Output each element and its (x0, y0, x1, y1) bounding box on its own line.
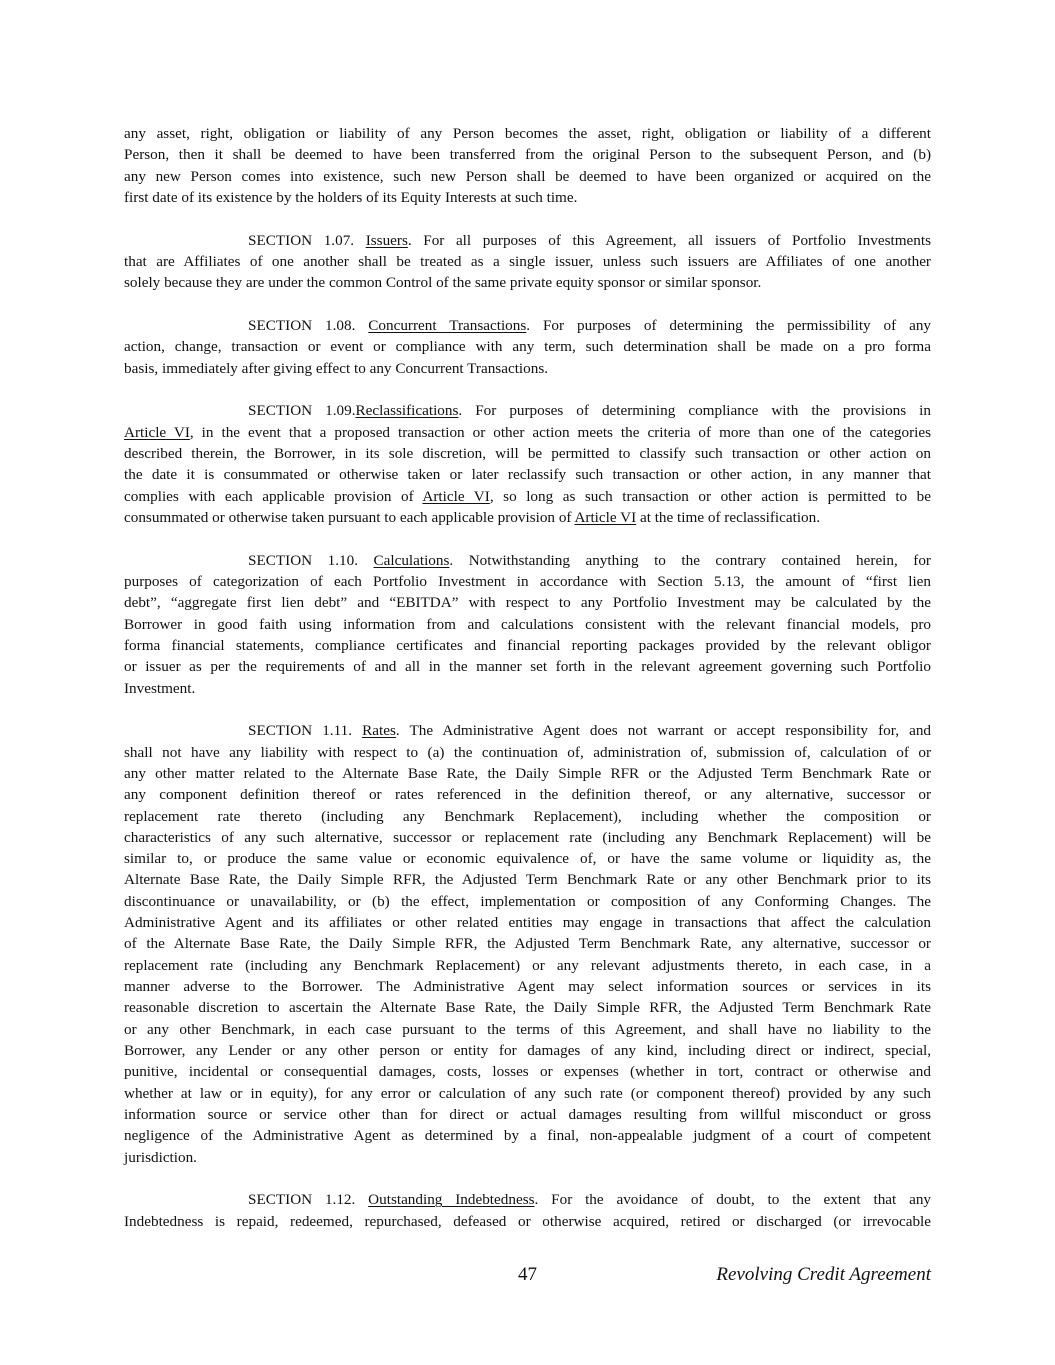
underlined-term: Reclassifications (355, 402, 459, 420)
text-line (124, 400, 931, 421)
text-segment: SECTION 1.10. (248, 551, 374, 569)
text-line: debt”, “aggregate first lien debt” and “EBITDA” with respect to any Portfolio Investment may be calculated by the (124, 594, 931, 612)
text-segment: . For purposes of determining the permissibility of any (526, 316, 932, 334)
text-segment: complies with each applicable provision of (124, 487, 423, 505)
text-line: whether at law or in equity), for any error or calculation of any such rate (or component thereof) provided by any such (124, 1084, 931, 1102)
page-number: 47 (518, 1264, 537, 1285)
text-segment: SECTION 1.09. (248, 402, 356, 420)
text-segment: SECTION 1.12. (248, 1191, 369, 1209)
text-line: that are Affiliates of one another shall be treated as a single issuer, unless such issuers are Affiliates of one another (124, 252, 931, 270)
text-line: or any other Benchmark, in each case pursuant to the terms of this Agreement, and shall have no liability to the (124, 1020, 931, 1038)
text-line (124, 230, 931, 251)
text-segment: consummated or otherwise taken pursuant to each applicable provision of (124, 508, 575, 526)
underlined-term: Article VI (422, 487, 490, 505)
text-line (124, 550, 931, 571)
text-line: characteristics of any such alternative, successor or replacement rate (including any Benchmark Replacement) will be (124, 828, 931, 846)
text-line: jurisdiction. (124, 1148, 197, 1166)
underlined-term: Outstanding Indebtedness (368, 1191, 535, 1209)
text-segment: . The Administrative Agent does not warrant or accept responsibility for, and (395, 722, 932, 740)
text-line (124, 720, 931, 741)
underlined-term: Rates (362, 722, 396, 740)
text-line: Borrower in good faith using information from and calculations consistent with the relevant financial models, pro (124, 615, 931, 633)
text-line: any asset, right, obligation or liability of any Person becomes the asset, right, obligation or liability of a different (124, 125, 931, 142)
paragraph (124, 1189, 931, 1232)
text-line: any component definition thereof or rates referenced in the definition thereof, or any alternative, successor or (124, 786, 931, 804)
text-line: shall not have any liability with respect to (a) the continuation of, administration of, submission of, calculation of or (124, 743, 931, 761)
text-line: of the Alternate Base Rate, the Daily Simple RFR, the Adjusted Term Benchmark Rate, any alternative, successor or (124, 935, 931, 953)
text-line: Investment. (124, 679, 196, 697)
text-segment: . For purposes of determining compliance with the provisions in (458, 402, 931, 420)
text-line: solely because they are under the common Control of the same private equity sponsor or similar sponsor. (124, 274, 762, 292)
text-line: Indebtedness is repaid, redeemed, repurchased, defeased or otherwise acquired, retired or discharged (or irrevocable (124, 1212, 931, 1230)
text-line: first date of its existence by the holders of its Equity Interests at such time. (124, 188, 578, 206)
underlined-term: Article VI (574, 508, 637, 526)
text-line (124, 486, 931, 507)
paragraph (124, 315, 931, 379)
text-line: manner adverse to the Borrower. The Administrative Agent may select information sources or services in its (124, 978, 931, 996)
paragraph (124, 123, 931, 208)
text-line (124, 422, 931, 443)
text-line: described therein, the Borrower, in its sole discretion, will be permitted to classify such transaction or other action on (124, 444, 931, 462)
document-body (124, 123, 931, 1253)
text-line: negligence of the Administrative Agent as determined by a final, non-appealable judgment of a court of competent (124, 1127, 931, 1145)
text-line (124, 507, 931, 528)
text-line: Borrower, any Lender or any other person or entity for damages of any kind, including direct or indirect, special, (124, 1042, 931, 1060)
text-line: action, change, transaction or event or compliance with any term, such determination shall be made on a pro forma (124, 338, 931, 356)
paragraph (124, 230, 931, 294)
text-line: any new Person comes into existence, such new Person shall be deemed to have been organized or acquired on the (124, 167, 931, 185)
text-segment: . For all purposes of this Agreement, all issuers of Portfolio Investments (407, 231, 932, 249)
text-line: replacement rate thereto (including any Benchmark Replacement), including whether the composition or (124, 807, 931, 825)
text-line: punitive, incidental or consequential damages, costs, losses or expenses (whether in tort, contract or otherwise and (124, 1063, 931, 1081)
paragraph (124, 550, 931, 699)
text-segment: . Notwithstanding anything to the contrary contained herein, for (449, 551, 931, 569)
text-line: reasonable discretion to ascertain the Alternate Base Rate, the Daily Simple RFR, the Adjusted Term Benchmark Rate (124, 999, 931, 1017)
text-segment: . For the avoidance of doubt, to the extent that any (534, 1191, 932, 1209)
text-segment: , in the event that a proposed transaction or other action meets the criteria of more than one of the categories (189, 423, 932, 441)
text-line: discontinuance or unavailability, or (b) the effect, implementation or composition of any Conforming Changes. The (124, 892, 931, 910)
underlined-term: Concurrent Transactions (368, 316, 527, 334)
text-segment: , so long as such transaction or other action is permitted to be (489, 487, 931, 505)
text-segment: at the time of reclassification. (636, 508, 821, 526)
paragraph (124, 720, 931, 1168)
text-line (124, 315, 931, 336)
text-line: information source or service other than for direct or actual damages resulting from willful misconduct or gross (124, 1106, 931, 1124)
text-segment: SECTION 1.07. (248, 231, 366, 249)
text-line: similar to, or produce the same value or economic equivalence of, or have the same volume or liquidity as, the (124, 850, 931, 868)
text-line: or issuer as per the requirements of and all in the manner set forth in the relevant agreement governing such Portfolio (124, 658, 931, 676)
text-line: any other matter related to the Alternate Base Rate, the Daily Simple RFR or the Adjusted Term Benchmark Rate or (124, 764, 931, 782)
underlined-term: Issuers (365, 231, 408, 249)
text-line: Alternate Base Rate, the Daily Simple RFR, the Adjusted Term Benchmark Rate or any other Benchmark prior to its (124, 871, 931, 889)
text-line: purposes of categorization of each Portfolio Investment in accordance with Section 5.13, the amount of “first lien (124, 572, 931, 590)
text-line: replacement rate (including any Benchmark Replacement) or any relevant adjustments thereto, in each case, in a (124, 956, 931, 974)
text-line: Administrative Agent and its affiliates or other related entities may engage in transactions that affect the calculation (124, 914, 931, 932)
text-line (124, 1189, 931, 1210)
text-segment: SECTION 1.08. (248, 316, 369, 334)
text-line: basis, immediately after giving effect to any Concurrent Transactions. (124, 359, 549, 377)
underlined-term: Calculations (373, 551, 450, 569)
underlined-term: Article VI (124, 423, 190, 441)
text-line: Person, then it shall be deemed to have been transferred from the original Person to the subsequent Person, and (b) (124, 146, 931, 164)
text-line: the date it is consummated or otherwise taken or later reclassify such transaction or other action, in any manner that (124, 466, 931, 484)
paragraph (124, 400, 931, 528)
text-segment: SECTION 1.11. (248, 722, 363, 740)
text-line: forma financial statements, compliance certificates and financial reporting packages provided by the relevant obligor (124, 636, 931, 654)
document-title-footer: Revolving Credit Agreement (716, 1264, 931, 1285)
